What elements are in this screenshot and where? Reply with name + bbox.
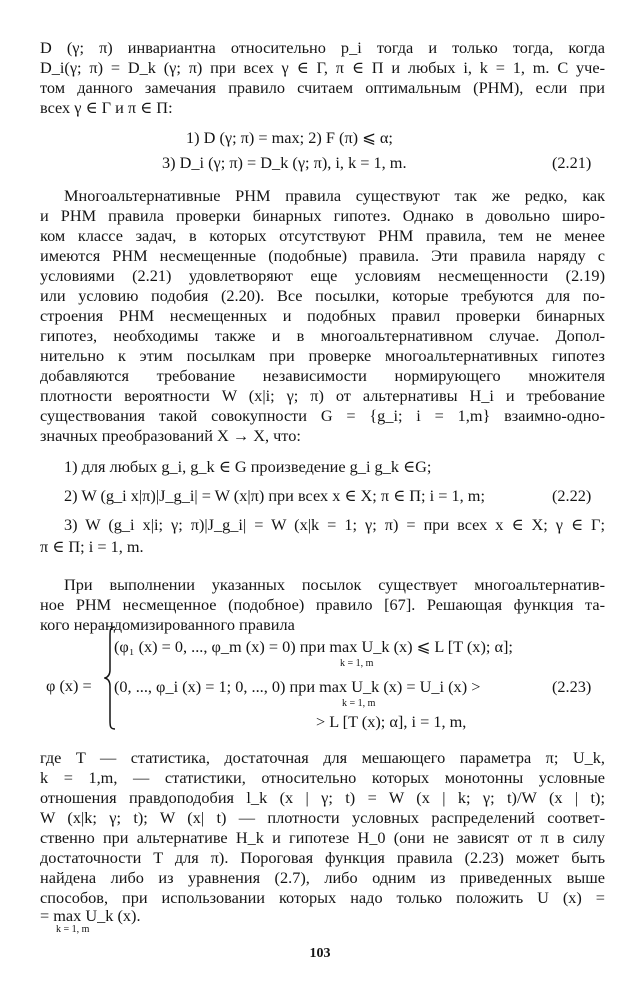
eq-2-23-case-2: (0, ..., φ_i (x) = 1; 0, ..., 0) при max U_k (x) = U_i (x) > <box>114 677 481 696</box>
para4-line-9: = max U_k (x). <box>40 906 141 925</box>
eq-2-23-number: (2.23) <box>552 677 592 696</box>
para2-line-7: строения РНМ несмещенных и подобных правил проверки бинарных <box>40 306 605 325</box>
para2-line-9: нительно к этим посылкам при проверке многоальтернативных гипотез <box>40 346 605 365</box>
para4-line-4: W (x|k; γ; t); W (x| t) — плотности условных распределений соответ- <box>40 808 605 827</box>
para2-line-13: значных преобразований X → X, что: <box>40 426 301 445</box>
para4-line-2: k = 1,m, — статистики, относительно которых монотонны условные <box>40 768 605 787</box>
para4-line-7: найдена либо из уравнения (2.7), либо одним из приведенных выше <box>40 868 605 887</box>
para2-line-3: ком классе задач, в которых отсутствуют РНМ правила, тем не менее <box>40 226 605 245</box>
condition-3-line-1: 3) W (g_i x|i; γ; π)|J_g_i| = W (x|k = 1; γ; π) = при всех x ∈ X; γ ∈ Γ; <box>64 515 605 534</box>
para1-line-2: D_i(γ; π) = D_k (γ; π) при всех γ ∈ Γ, π ∈ Π и любых i, k = 1, m. С уче- <box>40 58 605 77</box>
para4-max-sub: k = 1, m <box>56 924 90 935</box>
condition-1: 1) для любых g_i, g_k ∈ G произведение g_i g_k ∈G; <box>64 457 432 476</box>
para1-line-3: том данного замечания правило считаем оптимальным (РНМ), если при <box>40 78 605 97</box>
para2-line-4: имеются РНМ несмещенные (подобные) правила. Эти правила наряду с <box>40 246 605 265</box>
para4-line-6: достаточности T для π). Пороговая функция правила (2.23) может быть <box>40 848 605 867</box>
eq-2-21-line-1: 1) D (γ; π) = max; 2) F (π) ⩽ α; <box>186 128 393 147</box>
para3-line-1: При выполнении указанных посылок существует многоальтернатив- <box>64 575 605 594</box>
condition-2: 2) W (g_i x|π)|J_g_i| = W (x|π) при всех x ∈ X; π ∈ Π; i = 1, m; <box>64 486 485 505</box>
eq-2-21-number: (2.21) <box>552 153 592 172</box>
para2-line-2: и РНМ правила проверки бинарных гипотез. Однако в довольно широ- <box>40 206 605 225</box>
para2-line-11: плотности вероятности W (x|i; γ; π) от альтернативы H_i и требование <box>40 386 605 405</box>
eq-2-21-line-2: 3) D_i (γ; π) = D_k (γ; π), i, k = 1, m. <box>162 153 407 172</box>
eq-2-23-case-1: (φ₁ (x) = 0, ..., φ_m (x) = 0) при max U_k (x) ⩽ L [T (x); α]; <box>114 637 513 656</box>
para4-line-5: ственно при альтернативе H_k и гипотезе H_0 (они не зависят от π в силу <box>40 828 605 847</box>
eq-2-23-case-2-sub: k = 1, m <box>342 698 376 709</box>
para2-line-12: существования такой совокупности G = {g_i; i = 1,m} взаимно-одно- <box>40 406 605 425</box>
para4-line-1: где T — статистика, достаточная для мешающего параметра π; U_k, <box>40 748 605 767</box>
para2-line-8: гипотез, необходимы также и в многоальтернативном случае. Допол- <box>40 326 605 345</box>
para4-line-8: способов, при использовании которых надо только положить U (x) = <box>40 888 605 907</box>
condition-3-line-2: π ∈ Π; i = 1, m. <box>40 537 144 556</box>
para3-line-2: ное РНМ несмещенное (подобное) правило [67]. Решающая функция та- <box>40 595 605 614</box>
condition-2-number: (2.22) <box>552 486 592 505</box>
para2-line-1: Многоальтернативные РНМ правила существуют так же редко, как <box>64 186 605 205</box>
eq-2-23-case-1-sub: k = 1, m <box>340 658 374 669</box>
para1-line-4: всех γ ∈ Γ и π ∈ Π: <box>40 98 173 117</box>
para2-line-10: добавляются требование независимости нормирующего множителя <box>40 366 605 385</box>
para1-line-1: D (γ; π) инвариантна относительно p_i тогда и только тогда, когда <box>40 38 605 57</box>
para3-line-3: кого нерандомизированного правила <box>40 615 295 634</box>
eq-2-23-case-3: > L [T (x); α], i = 1, m, <box>316 712 467 731</box>
para4-line-3: отношения правдоподобия l_k (x | γ; t) = W (x | k; γ; t)/W (x | t); <box>40 788 605 807</box>
eq-2-23-lhs: φ (x) = <box>46 676 92 695</box>
para2-line-5: условиями (2.21) удовлетворяют еще условиям несмещенности (2.19) <box>40 266 605 285</box>
para2-line-6: или условию подобия (2.20). Все посылки, которые требуются для по- <box>40 286 605 305</box>
page-number: 103 <box>309 946 331 961</box>
